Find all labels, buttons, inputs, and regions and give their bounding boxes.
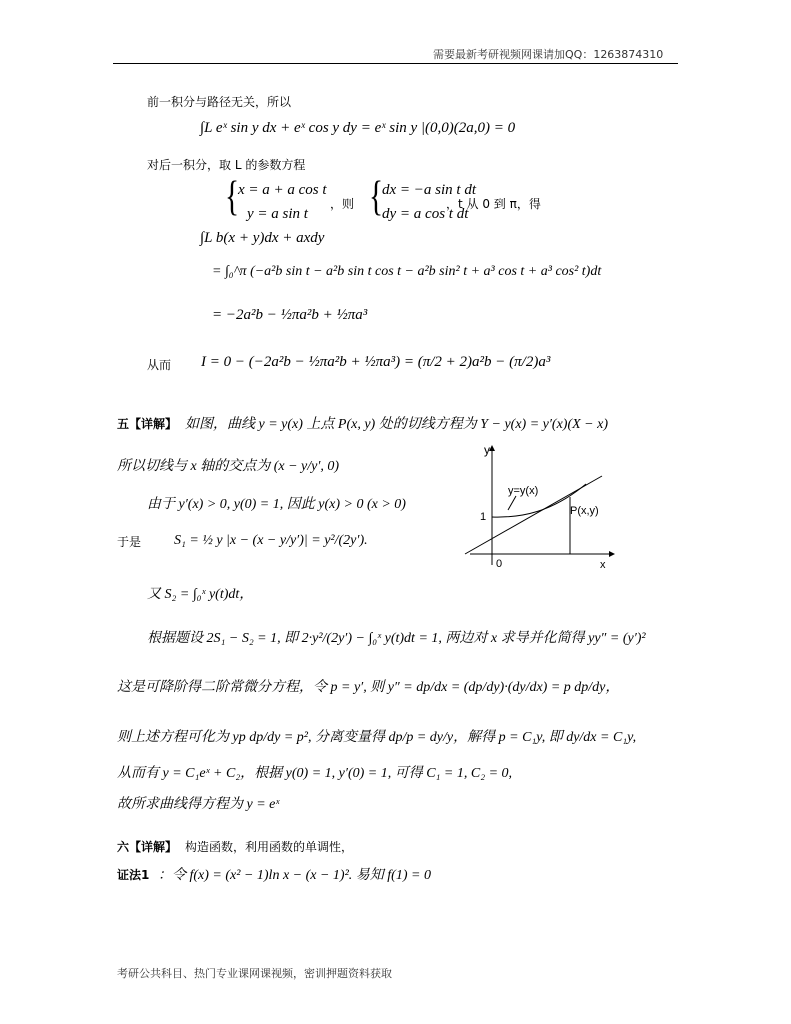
- text-line: 如图，曲线 y = y(x) 上点 P(x, y) 处的切线方程为 Y − y(x) = y′(x)(X − x): [185, 417, 609, 432]
- equation: ：令 f(x) = (x² − 1)ln x − (x − 1)². 易知 f(1) = 0: [158, 868, 431, 883]
- text-line: 对后一积分，取 L 的参数方程: [147, 158, 306, 172]
- left-brace: {: [369, 174, 384, 220]
- text-fragment: ，t 从 0 到 π，得: [446, 197, 541, 211]
- param-x-eq: x = a + a cos t: [238, 182, 327, 198]
- left-brace: {: [225, 174, 240, 220]
- text-label: 从而: [147, 358, 172, 372]
- text-line: 这是可降阶得二阶常微分方程，令 p = y′, 则 y″ = dp/dx = (dp/dy)·(dy/dx) = p dp/dy，: [117, 680, 620, 695]
- equation: S₁ = ½ y |x − (x − y/y′)| = y²/(2y′).: [174, 533, 368, 548]
- text-fragment: ，则: [330, 197, 355, 211]
- equation: = ∫₀^π (−a²b sin t − a²b sin t cos t − a²b sin² t + a³ cos t + a³ cos² t)dt: [212, 264, 602, 279]
- text-line: 则上述方程可化为 yp dp/dy = p², 分离变量得 dp/p = dy/y，解得 p = C₁y, 即 dy/dx = C₁y,: [117, 730, 637, 745]
- origin-label: 0: [496, 558, 503, 570]
- equation: I = 0 − (−2a²b − ½πa²b + ½πa³) = (π/2 + 2)a²b − (π/2)a³: [201, 354, 551, 370]
- text-line: 故所求曲线得方程为 y = eˣ: [117, 797, 280, 812]
- text-label: 于是: [117, 535, 142, 549]
- proof-label: 证法1: [117, 868, 150, 882]
- text-line: 前一积分与路径无关，所以: [147, 95, 292, 109]
- tangent-figure: [462, 440, 622, 578]
- label-leader: [508, 496, 516, 510]
- param-dx-eq: dx = −a sin t dt: [382, 182, 476, 198]
- section-title: 五【详解】: [117, 417, 178, 431]
- param-dy-eq: dy = a cos t dt: [382, 206, 469, 222]
- curve-label: y=y(x): [508, 485, 539, 497]
- page-footer: 考研公共科目、热门专业课网课视频，密训押题资料获取: [117, 967, 392, 980]
- text-line: 根据题设 2S₁ − S₂ = 1, 即 2·y²/(2y′) − ∫₀ˣ y(t)dt = 1, 两边对 x 求导并化简得 yy″ = (y′)²: [147, 631, 646, 646]
- tick-label: 1: [480, 511, 487, 523]
- section-title: 六【详解】: [117, 840, 178, 854]
- param-y-eq: y = a sin t: [247, 206, 308, 222]
- equation: = −2a²b − ½πa²b + ½πa³: [212, 307, 368, 323]
- point-label: P(x,y): [570, 505, 599, 517]
- text-line: 构造函数，利用函数的单调性，: [185, 840, 354, 854]
- y-axis-label: y: [484, 443, 490, 457]
- equation: 又 S₂ = ∫₀ˣ y(t)dt，: [147, 587, 254, 602]
- header-rule: [113, 63, 678, 64]
- page-header: 需要最新考研视频网课请加QQ：1263874310: [433, 48, 664, 61]
- equation: ∫L b(x + y)dx + axdy: [200, 230, 325, 246]
- text-line: 所以切线与 x 轴的交点为 (x − y/y′, 0): [117, 459, 340, 474]
- text-line: 由于 y′(x) > 0, y(0) = 1, 因此 y(x) > 0 (x > 0): [147, 497, 406, 512]
- equation: ∫L eˣ sin y dx + eˣ cos y dy = eˣ sin y |(0,0)(2a,0) = 0: [200, 120, 516, 136]
- text-line: 从而有 y = C₁eˣ + C₂，根据 y(0) = 1, y′(0) = 1, 可得 C₁ = 1, C₂ = 0,: [117, 766, 513, 781]
- x-axis-label: x: [600, 559, 606, 571]
